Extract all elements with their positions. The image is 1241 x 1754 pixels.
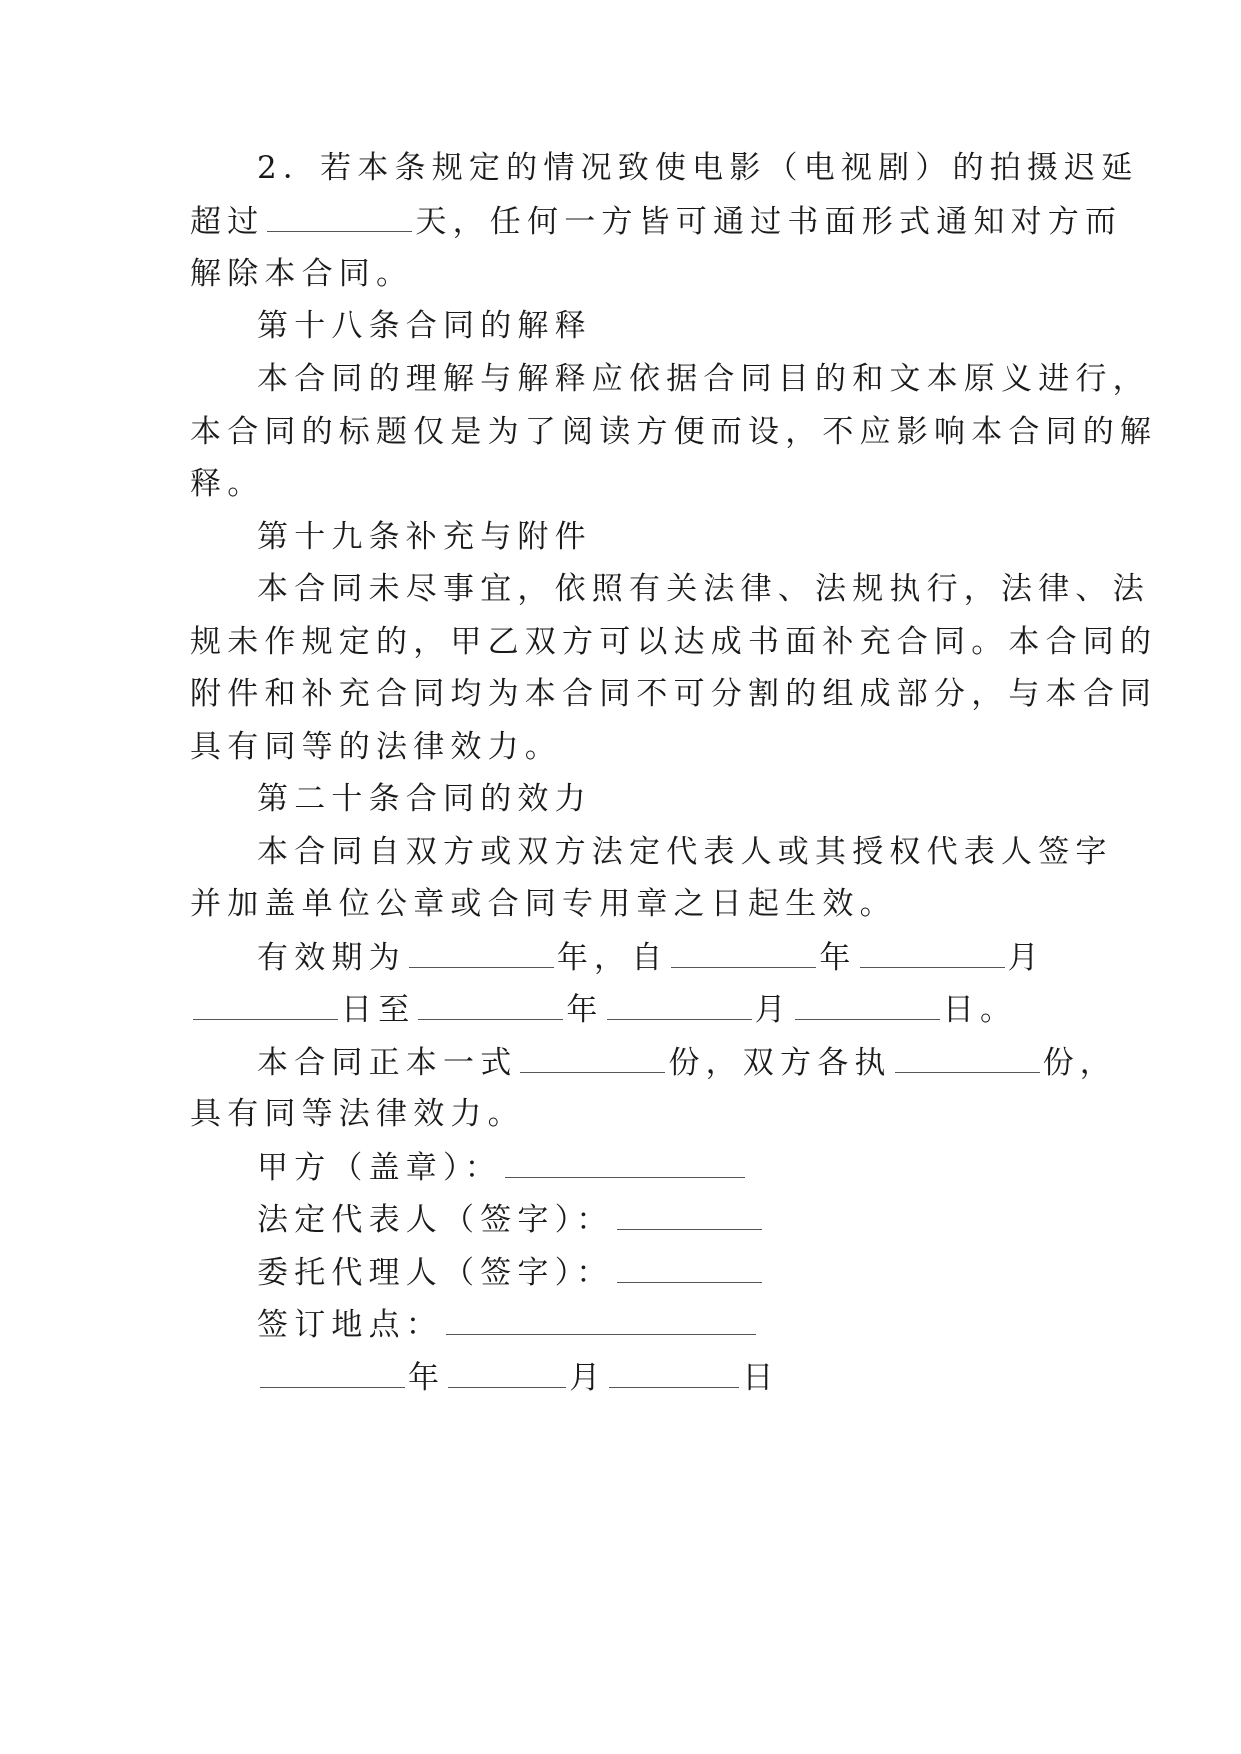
date-line <box>257 1357 780 1398</box>
validity-year-label: 年， <box>556 940 632 976</box>
end-month-blank[interactable] <box>607 989 752 1020</box>
clause2-line2-a: 超过 <box>190 204 265 240</box>
date-day-label: 日 <box>742 1360 780 1396</box>
start-year-blank[interactable] <box>671 937 816 968</box>
end-day-label: 日。 <box>942 992 1018 1028</box>
date-month-label: 月 <box>569 1360 607 1396</box>
party-a-blank[interactable] <box>505 1147 745 1178</box>
validity-line2 <box>190 989 1017 1030</box>
legal-rep-blank[interactable] <box>617 1199 762 1230</box>
validity-prefix: 有效期为 <box>257 940 406 976</box>
agent-line <box>257 1252 765 1293</box>
art20-line1: 本合同自双方或双方法定代表人或其授权代表人签字 <box>257 834 1113 870</box>
clause2-line2 <box>190 201 1122 242</box>
validity-years-blank[interactable] <box>409 937 554 968</box>
agent-label: 委托代理人（签字）： <box>257 1255 614 1291</box>
party-a-line <box>257 1147 748 1188</box>
copies-line1 <box>257 1042 1117 1083</box>
art18-line3: 释。 <box>190 466 265 502</box>
place-line <box>257 1304 759 1345</box>
day-to-label: 日至 <box>341 992 416 1028</box>
start-day-blank[interactable] <box>193 989 338 1020</box>
date-year-blank[interactable] <box>260 1357 405 1388</box>
place-label: 签订地点： <box>257 1307 443 1343</box>
copies-prefix: 本合同正本一式 <box>257 1045 518 1081</box>
end-day-blank[interactable] <box>795 989 940 1020</box>
clause2-line2-b: 天，任何一方皆可通过书面形式通知对方而 <box>415 204 1123 240</box>
copies-suffix: 份， <box>1042 1045 1118 1081</box>
start-year-label: 年 <box>819 940 857 976</box>
days-blank[interactable] <box>267 201 412 232</box>
start-month-blank[interactable] <box>860 937 1005 968</box>
date-day-blank[interactable] <box>609 1357 739 1388</box>
validity-line1 <box>257 937 1045 978</box>
copies-line2: 具有同等法律效力。 <box>190 1096 525 1132</box>
art18-line1: 本合同的理解与解释应依据合同目的和文本原义进行， <box>257 361 1150 397</box>
art19-line3: 附件和补充合同均为本合同不可分割的组成部分，与本合同 <box>190 676 1158 712</box>
end-year-label: 年 <box>566 992 604 1028</box>
end-year-blank[interactable] <box>418 989 563 1020</box>
art19-line4: 具有同等的法律效力。 <box>190 729 562 765</box>
copies-mid: 份，双方各执 <box>668 1045 892 1081</box>
copies-count-blank[interactable] <box>520 1042 665 1073</box>
legal-rep-label: 法定代表人（签字）： <box>257 1202 614 1238</box>
party-a-label: 甲方（盖章）： <box>257 1150 502 1186</box>
validity-from-label: 自 <box>631 940 669 976</box>
art18-line2: 本合同的标题仅是为了阅读方便而设，不应影响本合同的解 <box>190 414 1158 450</box>
art18-title: 第十八条合同的解释 <box>257 308 592 344</box>
art19-line1: 本合同未尽事宜，依照有关法律、法规执行，法律、法 <box>257 571 1150 607</box>
place-blank[interactable] <box>446 1304 756 1335</box>
agent-blank[interactable] <box>617 1252 762 1283</box>
date-year-label: 年 <box>408 1360 446 1396</box>
end-month-label: 月 <box>754 992 792 1028</box>
art20-title: 第二十条合同的效力 <box>257 781 592 817</box>
legal-rep-line <box>257 1199 765 1240</box>
clause2-line3: 解除本合同。 <box>190 256 414 292</box>
art19-title: 第十九条补充与附件 <box>257 519 592 555</box>
clause2-line1: 2．若本条规定的情况致使电影（电视剧）的拍摄迟延 <box>257 150 1139 186</box>
art20-line2: 并加盖单位公章或合同专用章之日起生效。 <box>190 886 897 922</box>
art19-line2: 规未作规定的，甲乙双方可以达成书面补充合同。本合同的 <box>190 624 1158 660</box>
copies-each-blank[interactable] <box>895 1042 1040 1073</box>
date-month-blank[interactable] <box>448 1357 566 1388</box>
start-month-label: 月 <box>1007 940 1045 976</box>
